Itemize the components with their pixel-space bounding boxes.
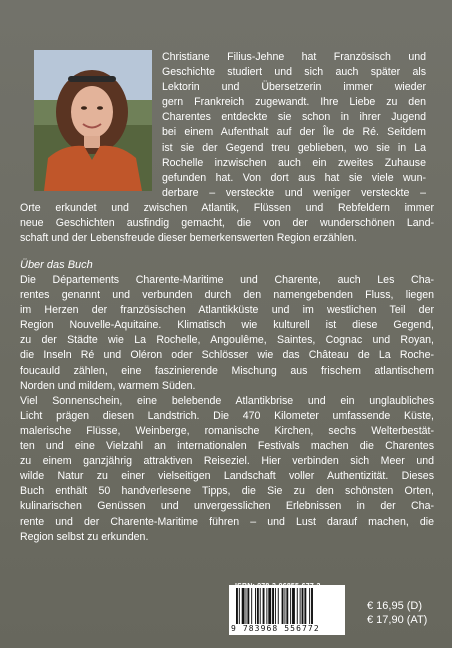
barcode (229, 585, 345, 635)
about-line: kulinarischen Genüssen und unvergesslichen Erlebnissen in der Cha- (20, 500, 434, 513)
about-line: Norden und mildem, warmem Süden. (20, 379, 196, 392)
about-line: im Herzen der französischen Atlantikküste und im westlichen Teil der (20, 304, 434, 317)
about-line: zu der Städte wie La Rochelle, Angoulême, Saintes, Cognac und Royan, (20, 334, 434, 347)
bio-line: neue Geschichten ausfindig gemacht, die von der wunderschönen Land- (20, 217, 434, 230)
bio-line: Charentes entdeckte sie schon in ihrer Jugend (162, 111, 426, 124)
about-line: zu einem ganzjährig attraktiven Reiseziel. Hier verbinden sich Meer und (20, 455, 434, 468)
about-line: Region Nouvelle-Aquitaine. Klimatisch wie kulturell ist diese Gegend, (20, 319, 434, 332)
about-heading: Über das Buch (20, 259, 93, 271)
barcode-digits: 9 783968 556772 (231, 624, 320, 633)
about-line: Region selbst zu erkunden. (20, 530, 149, 543)
bio-line: gern Frankreich zugewandt. Ihre Liebe zu den (162, 96, 426, 109)
price-austria: € 17,90 (AT) (367, 614, 428, 626)
about-line: foucauld zählen, eine faszinierende Mischung aus frischem atlantischem (20, 364, 434, 377)
about-line: ten und eine Vielzahl an internationalen Festivals machen die Charentes (20, 440, 434, 453)
bio-line: Rochelle inzwischen auch ein zweites Zuhause (162, 156, 426, 169)
about-line: Licht prägen diesen Landstrich. Die 470 Kilometer umfassende Küste, (20, 409, 434, 422)
bio-line: Geschichte studiert und sich auch später als (162, 66, 426, 79)
bio-line: bei einem Aufenthalt auf der Île de Ré. Seitdem (162, 126, 426, 139)
about-line: Buch enthält 50 handverlesene Tipps, die Sie zu den schönsten Orten, (20, 485, 434, 498)
author-photo (34, 50, 152, 191)
about-text (20, 273, 434, 545)
about-line: malerische Flüsse, Weinberge, romanische Kirchen, sechs Welterbestät- (20, 424, 434, 437)
about-line: Viel Sonnenschein, eine belebende Atlantikbrise und ein unglaubliches (20, 394, 434, 407)
barcode-bars-icon (235, 588, 339, 624)
about-line: wilde Natur zu einer vielseitigen Landschaft voller Authentizität. Dieses (20, 470, 434, 483)
price-germany: € 16,95 (D) (367, 600, 423, 612)
prices (367, 599, 427, 627)
author-bio (162, 50, 426, 201)
bio-line: derbare – versteckte und weniger versteckte – (162, 186, 426, 199)
bio-line: ist sie der Gegend treu geblieben, wo sie in La (162, 141, 426, 154)
about-line: rente und der Charente-Maritime führen – und Lust darauf machen, die (20, 515, 434, 528)
author-bio-continued (20, 201, 434, 246)
bio-line: Orte erkundet und zwischen Atlantik, Flüssen und Rebfeldern immer (20, 202, 434, 214)
bio-line: Lektorin und Übersetzerin immer wieder (162, 81, 426, 94)
about-line: rentes genannt und verbunden durch den namengebenden Fluss, liegen (20, 289, 434, 302)
bio-line: Christiane Filius-Jehne hat Französisch und (162, 51, 426, 63)
bio-line: schaft und der Lebensfreude dieser bemerkenswerten Region erzählen. (20, 232, 357, 245)
author-portrait-icon (34, 50, 152, 191)
about-line: Die Départements Charente-Maritime und Charente, auch Les Cha- (20, 274, 434, 286)
about-line: die Inseln Ré und Oléron oder Schlösser wie das Château de La Roche- (20, 349, 434, 362)
bio-line: gefunden hat. Von dort aus hat sie viele wun- (162, 171, 426, 184)
